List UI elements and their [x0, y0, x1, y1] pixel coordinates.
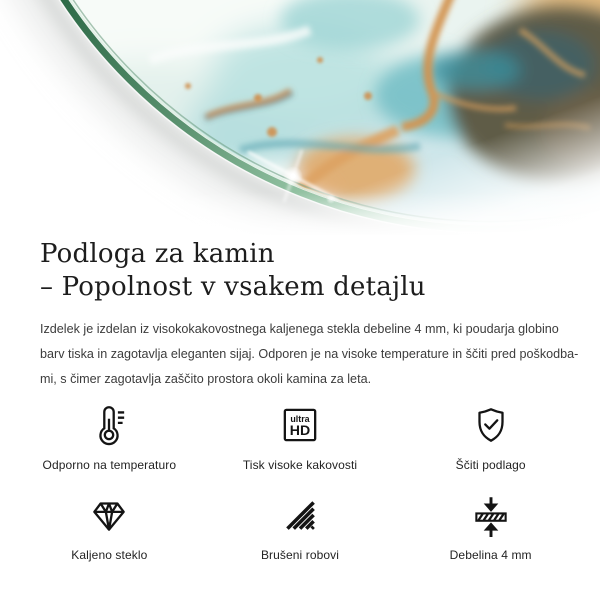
- feature-label: Ščiti podlago: [455, 458, 526, 472]
- ultra-hd-icon: [277, 402, 323, 448]
- page-title-line2: – Popolnost v vsakem detajlu: [40, 272, 426, 302]
- feature-label: Odporno na temperaturo: [42, 458, 177, 472]
- feature-label: Tisk visoke kakovosti: [242, 458, 358, 472]
- bottom-fade: [0, 192, 600, 235]
- feature-temperature: [14, 402, 205, 472]
- feature-grid: [14, 402, 586, 562]
- shield-check-icon: [468, 402, 514, 448]
- glass-panel-illustration: [0, 0, 600, 235]
- diamond-icon: [86, 492, 132, 538]
- feature-tempered-glass: [14, 492, 205, 562]
- feature-label: Debelina 4 mm: [449, 548, 532, 562]
- thermometer-icon: [86, 402, 132, 448]
- product-image: [0, 0, 600, 235]
- description-line: mi, s čimer zagotavlja zaščito prostora okoli kamina za leta.: [40, 372, 372, 386]
- description-line: Izdelek je izdelan iz visokokakovostnega kaljenega stekla debeline 4 mm, ki poudarja globino: [40, 322, 559, 336]
- product-description: [40, 317, 579, 392]
- description-line: barv tiska in zagotavlja eleganten sijaj. Odporen je na visoke temperature in ščiti pred poškodba-: [40, 347, 579, 361]
- feature-print-quality: [205, 402, 396, 472]
- polished-edges-icon: [277, 492, 323, 538]
- feature-thickness: [395, 492, 586, 562]
- feature-label: Brušeni robovi: [260, 548, 340, 562]
- ultra-hd-icon-text-bottom: HD: [289, 421, 311, 438]
- page-title-line1: Podloga za kamin: [40, 239, 275, 269]
- ultra-hd-icon-text-top: ultra: [290, 413, 310, 424]
- feature-label: Kaljeno steklo: [71, 548, 148, 562]
- feature-protects-surface: [395, 402, 586, 472]
- thickness-icon: [468, 492, 514, 538]
- page-title: [40, 238, 560, 304]
- feature-polished-edges: [205, 492, 396, 562]
